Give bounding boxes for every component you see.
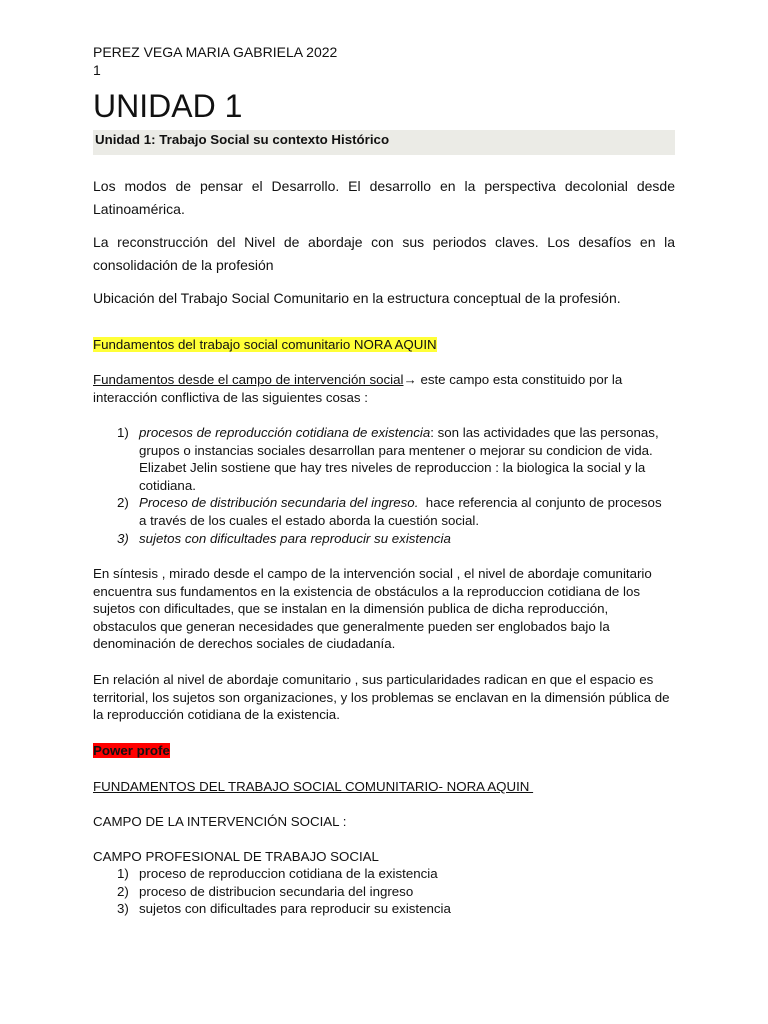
list-item bbox=[93, 900, 671, 918]
list-item-text: proceso de reproduccion cotidiana de la existencia bbox=[139, 866, 438, 881]
section1-list bbox=[93, 424, 671, 547]
list-item-term: sujetos con dificultades para reproducir su existencia bbox=[139, 530, 451, 546]
section2-list bbox=[93, 865, 671, 918]
paragraph-relation: En relación al nivel de abordaje comunitario , sus particularidades radican en que el espacio es territorial, los sujetos son organizaciones, y los problemas se enclavan en la dimensión pública de la reproducción cotidiana de la existencia. bbox=[93, 672, 670, 723]
list-item-number: 2) bbox=[117, 495, 129, 511]
section1-heading bbox=[93, 336, 675, 354]
list-item-term: Proceso de distribución secundaria del ingreso. bbox=[139, 495, 419, 511]
section1-intro-underlined: Fundamentos desde el campo de intervención social bbox=[93, 372, 404, 387]
page-title: UNIDAD 1 bbox=[93, 88, 243, 124]
list-item bbox=[93, 424, 671, 494]
list-item-number: 2) bbox=[117, 883, 129, 899]
list-item bbox=[93, 530, 671, 548]
list-item bbox=[93, 865, 671, 883]
header-author: PEREZ VEGA MARIA GABRIELA 2022 bbox=[93, 44, 338, 60]
list-item-text: sujetos con dificultades para reproducir su existencia bbox=[139, 901, 451, 917]
paragraph-location: Ubicación del Trabajo Social Comunitario en la estructura conceptual de la profesión. bbox=[93, 290, 621, 306]
list-item-number: 3) bbox=[117, 901, 129, 917]
list-item-number: 3) bbox=[117, 530, 129, 546]
section1-heading-text: Fundamentos del trabajo social comunitario NORA AQUIN bbox=[93, 337, 437, 352]
list-item-text: proceso de distribucion secundaria del ingreso bbox=[139, 883, 414, 899]
list-item bbox=[93, 494, 671, 529]
list-item bbox=[93, 883, 671, 901]
unit-subtitle-bar bbox=[93, 130, 675, 155]
paragraph-summary: En síntesis , mirado desde el campo de la intervención social , el nivel de abordaje comunitario encuentra sus fundamentos en la existencia de obstáculos a la reproduccion cotidiana de los sujetos con dificultades, que se instalan en la dimensión publica de dicha reproducción, obstaculos que generan necesidades que generalmente pueden ser englobados bajo la denominación de derechos sociales de ciudadanía. bbox=[93, 566, 652, 652]
section2-heading: FUNDAMENTOS DEL TRABAJO SOCIAL COMUNITARIO- NORA AQUIN bbox=[93, 779, 534, 794]
list-item-text: : son las actividades que las personas, grupos o instancias sociales desarrollan para mentener o mejorar su condicion de vida. bbox=[139, 425, 659, 458]
section1-intro-rest: → este campo esta constituido por la interacción conflictiva de las siguientes cosas : bbox=[93, 372, 623, 405]
list-item-text: hace referencia al conjunto de procesos a través de los cuales el estado aborda la cuestión social. bbox=[139, 495, 666, 528]
list-item-term: procesos de reproducción cotidiana de existencia bbox=[139, 425, 431, 440]
section1-intro bbox=[93, 371, 675, 406]
list-item-number: 1) bbox=[117, 425, 129, 440]
unit-subtitle: Unidad 1: Trabajo Social su contexto Histórico bbox=[95, 132, 390, 147]
campo-profesional-heading: CAMPO PROFESIONAL DE TRABAJO SOCIAL bbox=[93, 849, 379, 864]
paragraph-development: Los modos de pensar el Desarrollo. El desarrollo en la perspectiva decolonial desde Latinoamérica. bbox=[93, 178, 675, 217]
list-item-number: 1) bbox=[117, 866, 129, 881]
paragraph-reconstruction: La reconstrucción del Nivel de abordaje con sus periodos claves. Los desafíos en la consolidación de la profesión bbox=[93, 234, 675, 273]
campo-intervencion-heading: CAMPO DE LA INTERVENCIÓN SOCIAL : bbox=[93, 814, 347, 829]
header-page-number: 1 bbox=[93, 62, 101, 78]
power-profe-badge bbox=[93, 742, 675, 760]
list-item-extra: Elizabet Jelin sostiene que hay tres niveles de reproduccion : la biologica la social y la cotidiana. bbox=[139, 460, 646, 493]
power-profe-badge-text: Power profe bbox=[93, 743, 170, 758]
